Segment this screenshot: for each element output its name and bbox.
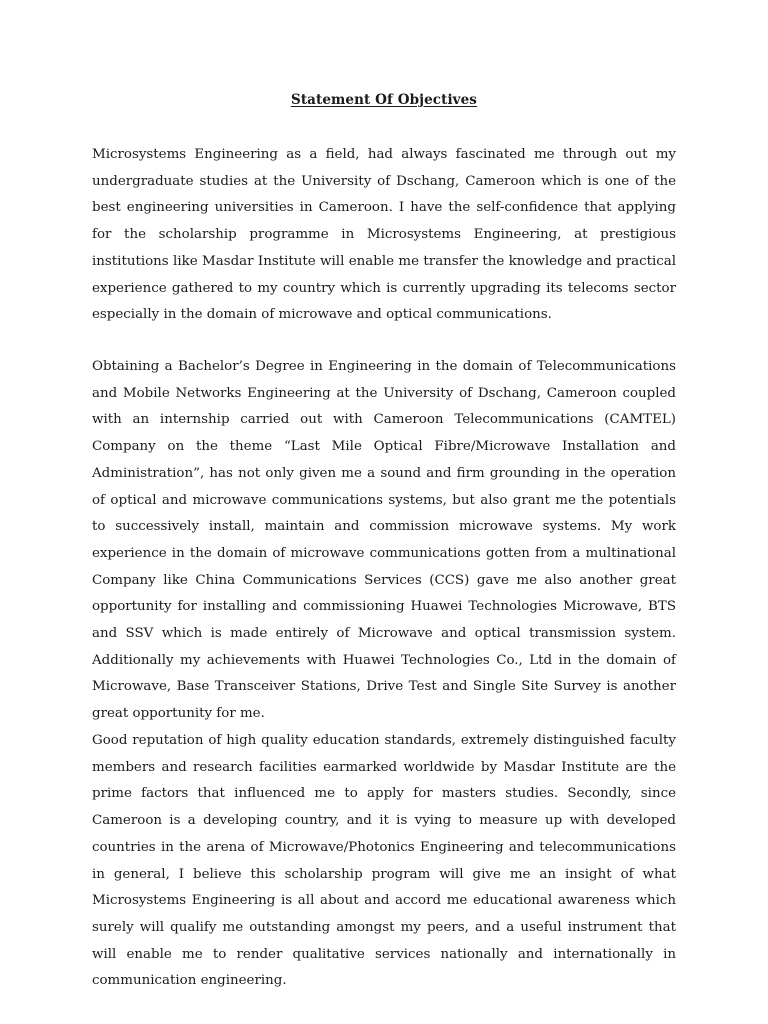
- document-title: Statement Of Objectives: [290, 92, 478, 108]
- paragraph-2: Obtaining a Bachelor’s Degree in Engineering in the domain of Telecommunications and Mobile Networks Engineering at the University of Dschang, Cameroon coupled with an internship carried out with Cameroon Telecommunications (CAMTEL) Company on the theme “Last Mile Optical Fibre/Microwave Installation and Administration”, has not only given me a sound and firm grounding in the operation of optical and microwave communications systems, but also grant me the potentials to successively install, maintain and commission microwave systems. My work experience in the domain of microwave communications gotten from a multinational Company like China Communications Services (CCS) gave me also another great opportunity for installing and commissioning Huawei Technologies Microwave, BTS and SSV which is made entirely of Microwave and optical transmission system. Additionally my achievements with Huawei Technologies Co., Ltd in the domain of Microwave, Base Transceiver Stations, Drive Test and Single Site Survey is another great opportunity for me.: [92, 359, 676, 722]
- paragraph-3: Good reputation of high quality education standards, extremely distinguished faculty members and research facilities earmarked worldwide by Masdar Institute are the prime factors that influenced me to apply for masters studies. Secondly, since Cameroon is a developing country, and it is vying to measure up with developed countries in the arena of Microwave/Photonics Engineering and telecommunications in general, I believe this scholarship program will give me an insight of what Microsystems Engineering is all about and accord me educational awareness which surely will qualify me outstanding amongst my peers, and a useful instrument that will enable me to render qualitative services nationally and internationally in communication engineering.: [92, 733, 676, 989]
- paragraph-1: Microsystems Engineering as a field, had always fascinated me through out my undergraduate studies at the University of Dschang, Cameroon which is one of the best engineering universities in Cameroon. I have the self-confidence that applying for the scholarship programme in Microsystems Engineering, at prestigious institutions like Masdar Institute will enable me transfer the knowledge and practical experience gathered to my country which is currently upgrading its telecoms sector especially in the domain of microwave and optical communications.: [92, 147, 676, 323]
